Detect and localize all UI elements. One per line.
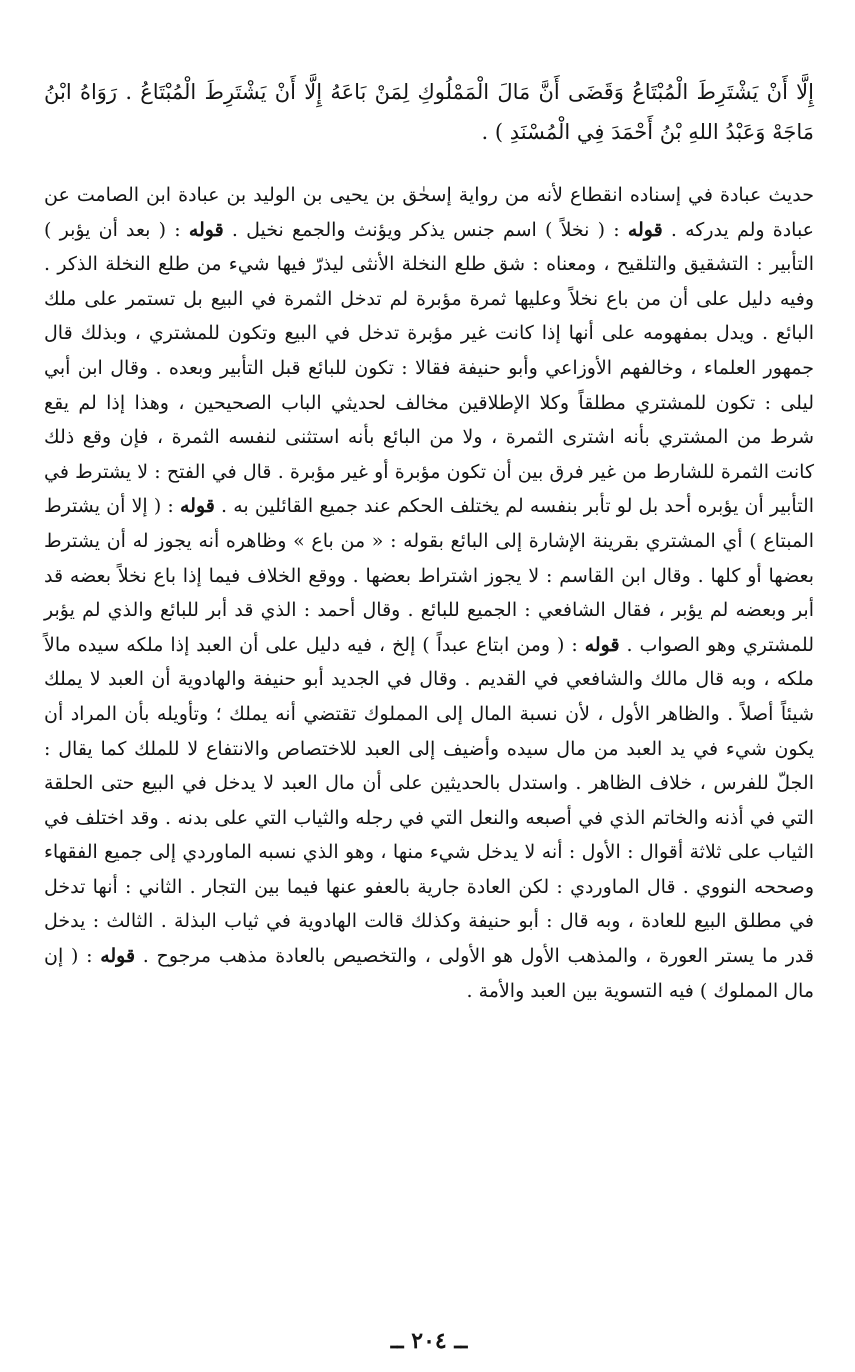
qawluhu-keyword: قوله	[180, 495, 215, 518]
isnad-note: حديث عبادة في إسناده انقطاع لأنه من رواية إسحٰق بن يحيى بن الوليد بن عبادة ابن الصامت عن عبادة ولم يدركه .	[44, 184, 815, 241]
page-number: ــ ٢٠٤ ــ	[390, 1328, 468, 1354]
commentary-segment: : ( ومن ابتاع عبداً ) إلخ ، فيه دليل على أن العبد إذا ملكه سيده مالاً ملكه ، وبه قال مالك والشافعي في القديم . وقال في الجديد أبو حنيفة والهادوية أن العبد لا يملك شيئاً أصلاً . والظاهر الأول ، لأن نسبة المال إلى المملوك تقتضي أنه يملك ؛ وتأويله بأن المراد أن يكون شيء في يد العبد من مال سيده وأضيف إلى العبد للاختصاص والانتفاع لا للملك كما يقال : الجلّ للفرس ، خلاف الظاهر . واستدل بالحديثين على أن مال العبد لا يدخل في البيع حتى الحلقة التي في أذنه والخاتم الذي في أصبعه والنعل التي في رجله والثياب التي على بدنه . وقد اختلف في الثياب على ثلاثة أقوال : الأول : أنه لا يدخل شيء منها ، وهو الذي نسبه الماوردي إلى جميع الفقهاء وصححه النووي . قال الماوردي : لكن العادة جارية بالعفو عنها فيما بين التجار . الثاني : أنها تدخل في مطلق البيع للعادة ، وبه قال : أبو حنيفة وكذلك قالت الهادوية في ثياب البذلة . الثالث : يدخل قدر ما يستر العورة ، والمذهب الأول هو الأولى ، والتخصيص بالعادة مذهب مرجوح .	[44, 633, 814, 968]
book-page	[44, 72, 815, 1354]
commentary-segment: : ( إن مال المملوك ) فيه التسوية بين العبد والأمة .	[44, 945, 814, 1002]
qawluhu-keyword: قوله	[584, 633, 620, 656]
commentary-paragraph	[44, 178, 814, 1008]
commentary-segment: : ( إلا أن يشترط المبتاع ) أي المشتري بقرينة الإشارة إلى البائع بقوله : « من باع » وظاهره أنه يجوز له أن يشترط بعضها أو كلها . وقال ابن القاسم : لا يجوز اشتراط بعضها . ووقع الخلاف فيما إذا باع نخلاً بعضه قد أبر وبعضه لم يؤبر ، فقال الشافعي : الجميع للبائع . وقال أحمد : الذي قد أبر للبائع والذي لم يؤبر للمشتري وهو الصواب .	[44, 495, 814, 656]
commentary-segment: : ( نخلاً ) اسم جنس يذكر ويؤنث والجمع نخيل .	[231, 218, 620, 241]
qawluhu-keyword: قوله	[188, 218, 224, 241]
qawluhu-keyword: قوله	[627, 218, 663, 241]
qawluhu-keyword: قوله	[100, 945, 136, 968]
commentary	[44, 178, 814, 1008]
commentary-segment: : ( بعد أن يؤبر ) التأبير : التشقيق والتلقيح ، ومعناه : شق طلع النخلة الأنثى ليذرّ فيها شيء من طلع النخلة الذكر . وفيه دليل على أن من باع نخلاً وعليها ثمرة مؤبرة لم تدخل الثمرة في البيع بل تستمر على ملك البائع . ويدل بمفهومه على أنها إذا كانت غير مؤبرة تدخل في البيع وتكون للمشتري ، وبذلك قال جمهور العلماء ، وخالفهم الأوزاعي وأبو حنيفة فقالا : تكون للبائع قبل التأبير وبعده . وقال ابن أبي ليلى : تكون للمشتري مطلقاً وكلا الإطلاقين مخالف لحديثي الباب الصحيحين ، وهذا إذا لم يقع شرط من المشتري بأنه اشترى الثمرة ، ولا من البائع بأنه استثنى لنفسه الثمرة ، فإن وقع ذلك كانت الثمرة للشارط من غير فرق بين أن تكون مؤبرة أو غير مؤبرة . قال في الفتح : لا يشترط في التأبير أن يؤبره أحد بل لو تأبر بنفسه لم يختلف الحكم عند جميع القائلين به .	[44, 218, 815, 518]
hadith-text: إِلَّا أَنْ يَشْتَرِطَ الْمُبْتَاعُ وَقَضَى أَنَّ مَالَ الْمَمْلُوكِ لِمَنْ بَاعَهُ إِلَّا أَنْ يَشْتَرِطَ الْمُبْتَاعُ . رَوَاهُ ابْنُ مَاجَهْ وَعَبْدُ اللهِ بْنُ أَحْمَدَ فِي الْمُسْنَدِ ) .	[44, 80, 814, 144]
